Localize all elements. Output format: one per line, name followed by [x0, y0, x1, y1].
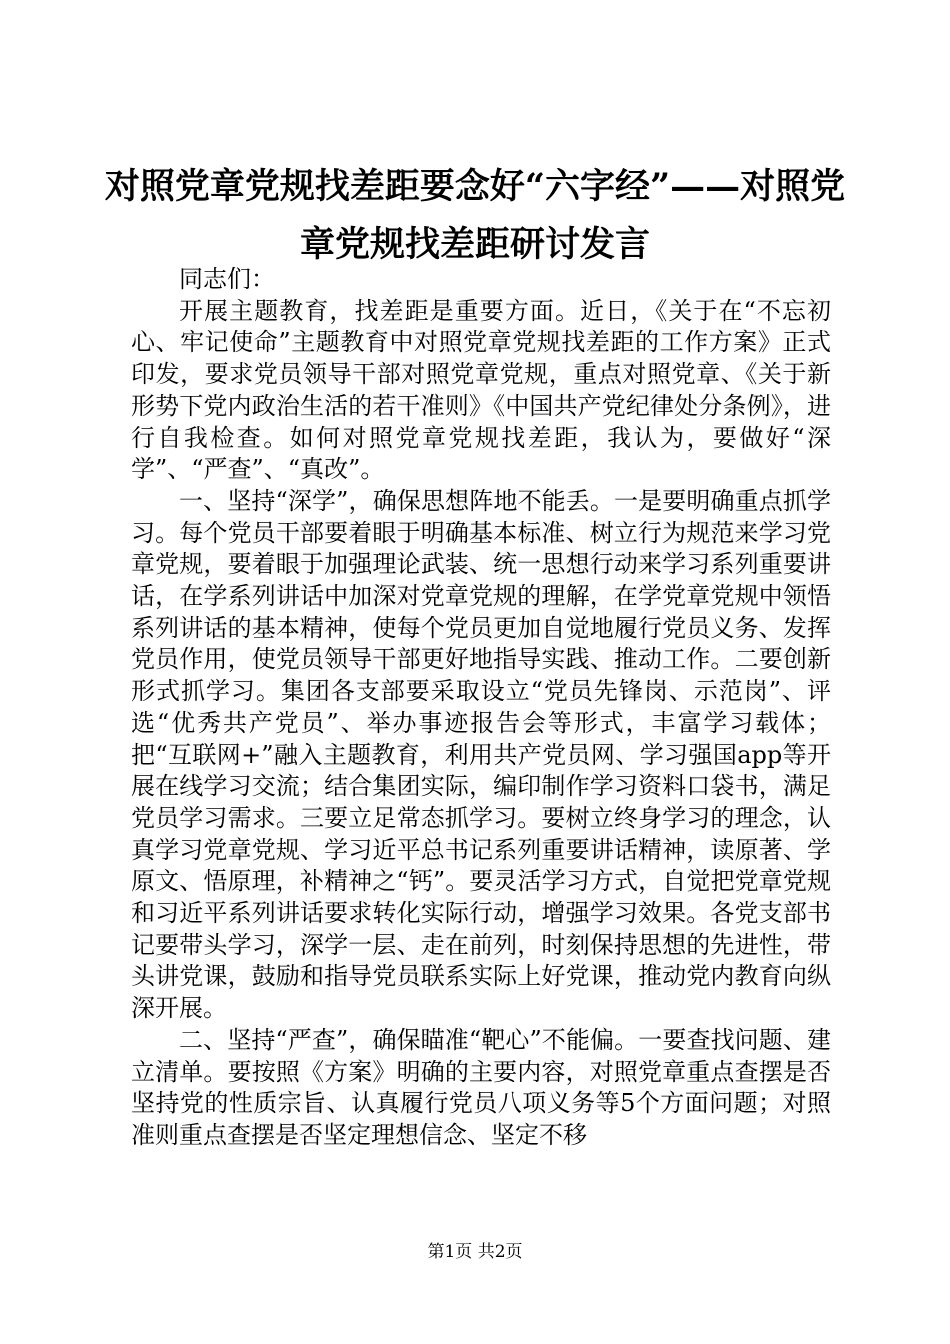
document-title: 对照党章党规找差距要念好“六字经”——对照党章党规找差距研讨发言 [104, 166, 846, 265]
page-number-footer: 第1页 共2页 [427, 1242, 523, 1262]
paragraph-intro: 开展主题教育，找差距是重要方面。近日，《关于在“不忘初心、牢记使命”主题教育中对照党章党规找差距的工作方案》正式印发，要求党员领导干部对照党章党规，重点对照党章、《关于新形势下党内政治生活的若干准则》《中国共产党纪律处分条例》，进行自我检查。如何对照党章党规找差距，我认为，要做好“深学”、“严查”、“真改”。 [131, 296, 831, 484]
document-body [131, 264, 831, 1152]
salutation: 同志们： [179, 265, 275, 293]
paragraph-section-2: 二、坚持“严查”，确保瞄准“靶心”不能偏。一要查找问题、建立清单。要按照《方案》明确的主要内容，对照党章重点查摆是否坚持党的性质宗旨、认真履行党员八项义务等5个方面问题；对照准则重点查摆是否坚定理想信念、坚定不移 [131, 1025, 831, 1149]
paragraph-section-1: 一、坚持“深学”，确保思想阵地不能丢。一是要明确重点抓学习。每个党员干部要着眼于明确基本标准、树立行为规范来学习党章党规，要着眼于加强理论武装、统一思想行动来学习系列重要讲话，在学系列讲话中加深对党章党规的理解，在学党章党规中领悟系列讲话的基本精神，使每个党员更加自觉地履行党员义务、发挥党员作用，使党员领导干部更好地指导实践、推动工作。二要创新形式抓学习。集团各支部要采取设立“党员先锋岗、示范岗”、评选“优秀共产党员”、举办事迹报告会等形式，丰富学习载体；把“互联网+”融入主题教育，利用共产党员网、学习强国app等开展在线学习交流；结合集团实际，编印制作学习资料口袋书，满足党员学习需求。三要立足常态抓学习。要树立终身学习的理念，认真学习党章党规、学习近平总书记系列重要讲话精神，读原著、学原文、悟原理，补精神之“钙”。要灵活学习方式，自觉把党章党规和习近平系列讲话要求转化实际行动，增强学习效果。各党支部书记要带头学习，深学一层、走在前列，时刻保持思想的先进性，带头讲党课，鼓励和指导党员联系实际上好党课，推动党内教育向纵深开展。 [131, 486, 831, 1023]
